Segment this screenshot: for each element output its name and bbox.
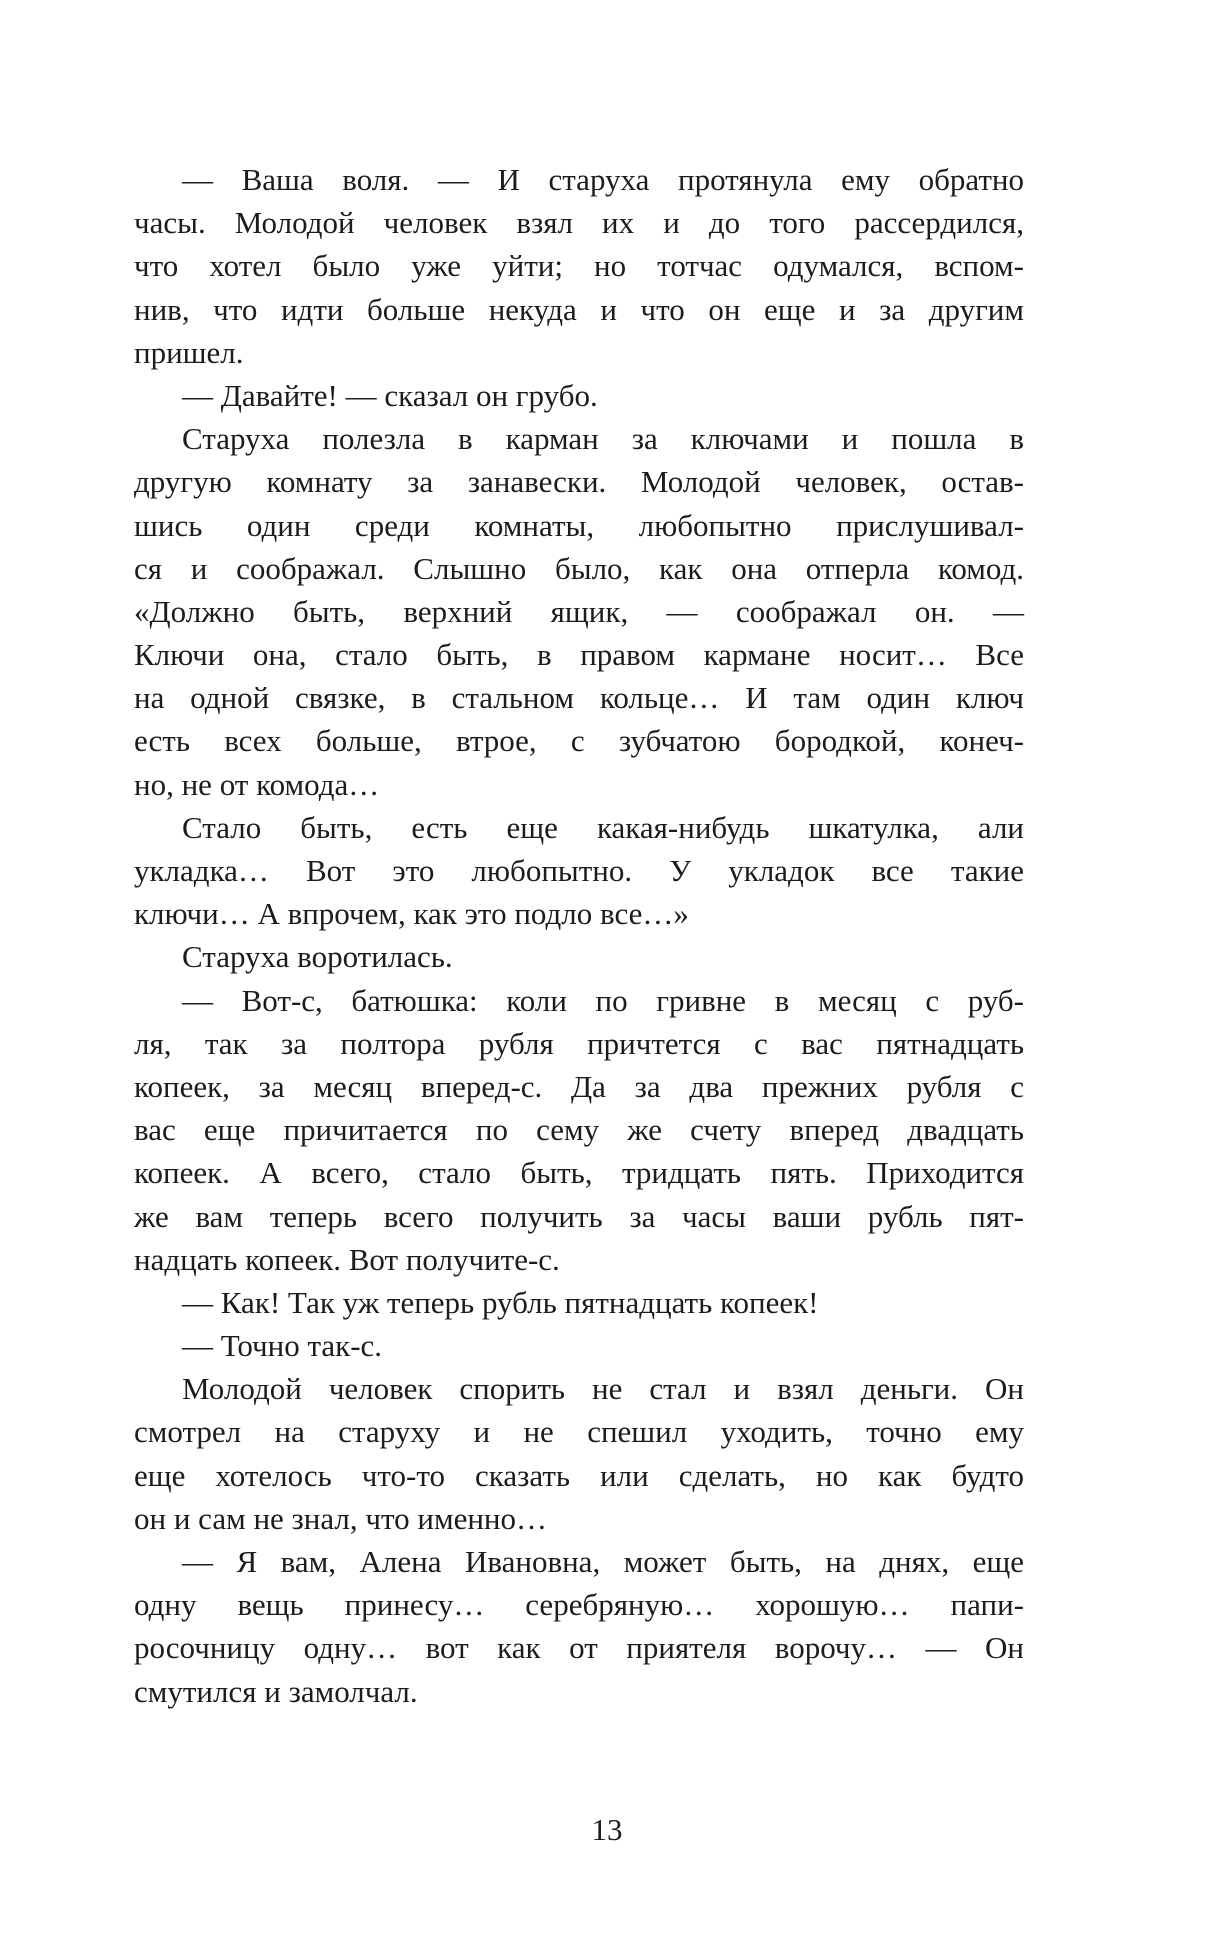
text-line: — Давайте! — сказал он грубо. [182, 377, 598, 413]
paragraph [134, 935, 1024, 978]
text-line: есть всех больше, втрое, с зубчатою бородкой, конеч- [134, 723, 1024, 759]
text-line: смутился и замолчал. [134, 1673, 418, 1709]
paragraph [134, 979, 1024, 1281]
text-line: нив, что идти больше некуда и что он еще и за другим [134, 291, 1024, 327]
text-line: еще хотелось что-то сказать или сделать, но как будто [134, 1457, 1024, 1493]
text-line: на одной связке, в стальном кольце… И там один ключ [134, 680, 1024, 716]
text-line: копеек, за месяц вперед-с. Да за два прежних рубля с [134, 1068, 1024, 1104]
text-line: же вам теперь всего получить за часы ваши рубль пят- [134, 1198, 1024, 1234]
text-line: другую комнату за занавески. Молодой человек, остав- [134, 464, 1024, 500]
paragraph [134, 374, 1024, 417]
text-line: одну вещь принесу… серебряную… хорошую… папи- [134, 1587, 1024, 1623]
paragraph [134, 1540, 1024, 1713]
text-line: часы. Молодой человек взял их и до того рассердился, [134, 205, 1024, 241]
text-line: Старуха полезла в карман за ключами и пошла в [182, 421, 1024, 457]
text-line: пришел. [134, 334, 244, 370]
paragraph [134, 158, 1024, 374]
text-line: Старуха воротилась. [182, 939, 453, 975]
text-line: «Должно быть, верхний ящик, — соображал он. — [134, 593, 1024, 629]
text-line: надцать копеек. Вот получите-с. [134, 1241, 560, 1277]
text-line: но, не от комода… [134, 766, 380, 802]
text-line: ся и соображал. Слышно было, как она отперла комод. [134, 550, 1024, 586]
text-line: шись один среди комнаты, любопытно прислушивал- [134, 507, 1024, 543]
text-line: — Вот-с, батюшка: коли по гривне в месяц с руб- [182, 982, 1024, 1018]
text-line: смотрел на старуху и не спешил уходить, точно ему [134, 1414, 1024, 1450]
text-line: вас еще причитается по сему же счету вперед двадцать [134, 1112, 1024, 1148]
text-line: Молодой человек спорить не стал и взял деньги. Он [182, 1371, 1024, 1407]
paragraph [134, 806, 1024, 936]
body-text [134, 158, 1024, 1713]
text-line: ля, так за полтора рубля причтется с вас пятнадцать [134, 1025, 1024, 1061]
text-line: копеек. А всего, стало быть, тридцать пять. Приходится [134, 1155, 1024, 1191]
text-line: Ключи она, стало быть, в правом кармане носит… Все [134, 637, 1024, 673]
paragraph [134, 1281, 1024, 1324]
text-line: что хотел было уже уйти; но тотчас одумался, вспом- [134, 248, 1024, 284]
text-line: укладка… Вот это любопытно. У укладок все такие [134, 853, 1024, 888]
text-line: — Ваша воля. — И старуха протянула ему обратно [182, 162, 1024, 197]
text-line: росочницу одну… вот как от приятеля ворочу… — Он [134, 1630, 1024, 1666]
text-line: ключи… А впрочем, как это подло все…» [134, 896, 689, 932]
paragraph [134, 417, 1024, 806]
text-line: Стало быть, есть еще какая-нибудь шкатулка, али [182, 809, 1024, 845]
text-line: он и сам не знал, что именно… [134, 1500, 548, 1536]
paragraph [134, 1367, 1024, 1540]
text-line: — Я вам, Алена Ивановна, может быть, на днях, еще [182, 1544, 1024, 1579]
paragraph [134, 1324, 1024, 1367]
text-line: — Как! Так уж теперь рубль пятнадцать копеек! [182, 1284, 819, 1320]
page-number: 13 [591, 1812, 623, 1847]
text-line: — Точно так-с. [182, 1328, 383, 1364]
